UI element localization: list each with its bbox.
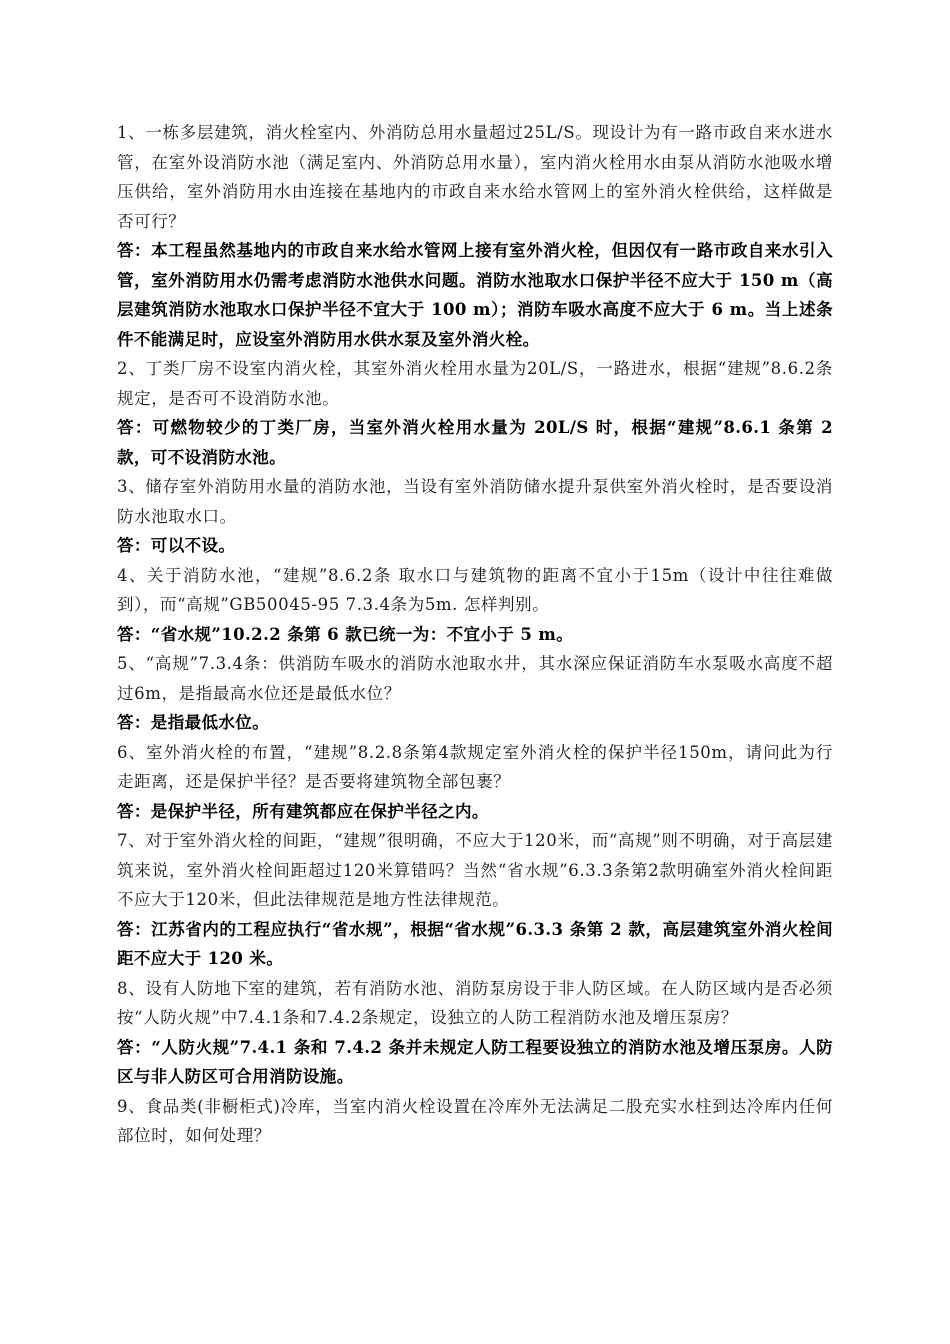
document-body [117, 118, 833, 1151]
answer-1: 答：本工程虽然基地内的市政自来水给水管网上接有室外消火栓，但因仅有一路市政自来水引入管，室外消防用水仍需考虑消防水池供水问题。消防水池取水口保护半径不应大于 150 m（高层建筑消防水池取水口保护半径不宜大于 100 m）；消防车吸水高度不应大于 6 m。当上述条件不能满足时，应设室外消防用水供水泵及室外消火栓。 [117, 241, 833, 349]
qa-item-5 [117, 649, 833, 738]
answer-4: 答：“省水规”10.2.2 条第 6 款已统一为：不宜小于 5 m。 [117, 624, 574, 644]
question-3: 3、储存室外消防用水量的消防水池，当设有室外消防储水提升泵供室外消火栓时，是否要设消防水池取水口。 [117, 477, 833, 526]
question-7: 7、对于室外消火栓的间距，“建规”很明确，不应大于120米，而“高规”则不明确，对于高层建筑来说，室外消火栓间距超过120米算错吗？当然“省水规”6.3.3条第2款明确室外消火栓间距不应大于120米，但此法律规范是地方性法律规范。 [117, 831, 833, 909]
qa-item-2 [117, 354, 833, 472]
question-4: 4、关于消防水池，“建规”8.6.2条 取水口与建筑物的距离不宜小于15m（设计中往往难做到），而“高规”GB50045-95 7.3.4条为5m. 怎样判别。 [117, 565, 833, 614]
qa-item-6 [117, 738, 833, 827]
qa-item-7 [117, 826, 833, 974]
answer-3: 答：可以不设。 [117, 536, 236, 555]
qa-item-8 [117, 974, 833, 1092]
qa-item-1 [117, 118, 833, 354]
answer-5: 答：是指最低水位。 [117, 713, 270, 732]
answer-8: 答：“人防火规”7.4.1 条和 7.4.2 条并未规定人防工程要设独立的消防水池及增压泵房。人防区与非人防区可合用消防设施。 [117, 1037, 833, 1086]
qa-item-9 [117, 1092, 833, 1151]
question-2: 2、丁类厂房不设室内消火栓，其室外消火栓用水量为20L/S，一路进水，根据“建规”8.6.2条规定，是否可不设消防水池。 [117, 359, 833, 408]
question-9: 9、食品类(非橱柜式)冷库，当室内消火栓设置在冷库外无法满足二股充实水柱到达冷库内任何部位时，如何处理？ [117, 1096, 833, 1145]
question-5: 5、“高规”7.3.4条：供消防车吸水的消防水池取水井，其水深应保证消防车水泵吸水高度不超过6m，是指最高水位还是最低水位？ [117, 654, 833, 703]
answer-2: 答：可燃物较少的丁类厂房，当室外消火栓用水量为 20L/S 时，根据“建规”8.6.1 条第 2 款，可不设消防水池。 [117, 418, 833, 467]
question-8: 8、设有人防地下室的建筑，若有消防水池、消防泵房设于非人防区域。在人防区域内是否必须按“人防火规”中7.4.1条和7.4.2条规定，设独立的人防工程消防水池及增压泵房？ [117, 978, 833, 1027]
answer-6: 答：是保护半径，所有建筑都应在保护半径之内。 [117, 801, 489, 821]
qa-item-4 [117, 561, 833, 650]
answer-7: 答：江苏省内的工程应执行“省水规”，根据“省水规”6.3.3 条第 2 款，高层建筑室外消火栓间距不应大于 120 米。 [117, 919, 833, 968]
question-1: 1、一栋多层建筑，消火栓室内、外消防总用水量超过25L/S。现设计为有一路市政自来水进水管，在室外设消防水池（满足室内、外消防总用水量），室内消火栓用水由泵从消防水池吸水增压供给，室外消防用水由连接在基地内的市政自来水给水管网上的室外消火栓供给，这样做是否可行？ [117, 123, 833, 231]
qa-item-3 [117, 472, 833, 561]
question-6: 6、室外消火栓的布置，“建规”8.2.8条第4款规定室外消火栓的保护半径150m，请问此为行走距离，还是保护半径？是否要将建筑物全部包裹？ [117, 742, 833, 791]
